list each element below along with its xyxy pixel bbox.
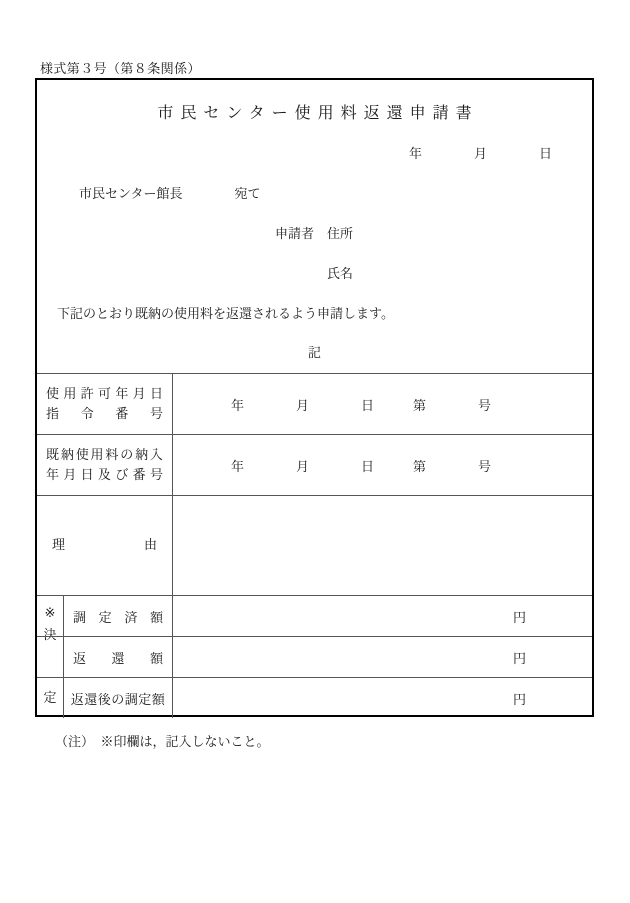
table-row	[37, 595, 592, 642]
row-value-reason[interactable]	[173, 496, 592, 595]
label-char: 用	[63, 385, 77, 401]
label-char: 定	[98, 609, 112, 625]
label-char: 可	[97, 385, 111, 401]
label-char: 月	[63, 467, 77, 482]
label-char: の	[120, 446, 134, 462]
ki-marker: 記	[307, 345, 321, 360]
label-char: 指	[46, 406, 60, 421]
label-char: 額	[149, 609, 163, 625]
label-char: 番	[115, 406, 129, 421]
form-frame	[35, 78, 594, 717]
sublabel-assessed-amount	[64, 596, 173, 636]
label-char: 済	[124, 609, 138, 625]
row-label-payment-date	[37, 435, 173, 495]
row-label-permit-date	[37, 374, 173, 434]
label-char: 許	[80, 385, 94, 401]
decision-mark-cell-last	[37, 678, 64, 718]
decision-mark-cell-spacer	[37, 637, 64, 677]
label-char: 還	[111, 650, 125, 666]
label-char: 年	[115, 385, 129, 401]
label-char: 既	[46, 446, 60, 462]
label-char: 使	[75, 446, 89, 462]
table-row	[37, 495, 592, 595]
row-value-refund-amount[interactable]	[173, 637, 592, 677]
label-char: 納	[60, 446, 74, 462]
sublabel-text: 返還後の調定額	[70, 691, 166, 707]
sublabel-text	[73, 607, 163, 626]
label-char: 月	[132, 385, 146, 401]
label-char: 年	[46, 467, 60, 482]
label-char: 額	[149, 650, 163, 666]
label-char: 日	[80, 467, 94, 482]
label-line-1	[46, 535, 163, 555]
page-title: 市民センター使用料返還申請書	[157, 105, 479, 122]
label-line-1	[46, 384, 163, 404]
label-char: 返	[73, 650, 87, 666]
currency-unit: 円	[512, 650, 526, 666]
decision-mark-char-3: 定	[43, 690, 57, 705]
label-char: 号	[149, 406, 163, 421]
label-char: 号	[149, 467, 163, 482]
label-char: 由	[143, 537, 157, 553]
form-table	[37, 373, 592, 715]
label-char: 用	[90, 446, 104, 462]
label-line-1	[46, 445, 163, 465]
label-char: 料	[105, 446, 119, 462]
decision-mark-char-2: 決	[43, 627, 57, 642]
table-row	[37, 677, 592, 718]
label-char: び	[115, 467, 129, 482]
decision-mark-cell	[37, 596, 64, 642]
applicant-name-label: 氏名	[327, 266, 354, 281]
label-char: 使	[46, 385, 60, 401]
row-value-assessed-amount[interactable]	[173, 596, 592, 636]
label-char: 令	[80, 406, 94, 421]
footer-note: （注） ※印欄は，記入しないこと。	[55, 734, 270, 749]
applicant-address-label: 申請者 住所	[275, 226, 354, 241]
label-char: 日	[149, 385, 163, 401]
label-char: 及	[97, 467, 111, 482]
label-char: 理	[52, 537, 66, 553]
decision-mark-char-1: ※	[44, 605, 56, 620]
sublabel-text	[73, 648, 163, 667]
row-label-reason	[37, 496, 173, 595]
form-header-area	[37, 80, 592, 373]
table-row	[37, 434, 592, 495]
label-line-2	[46, 404, 163, 424]
table-row	[37, 636, 592, 677]
label-char: 番	[132, 467, 146, 482]
row-value-payment-date[interactable]	[173, 435, 592, 495]
date-number-template: 年 月 日 第 号	[231, 458, 492, 474]
table-row	[37, 373, 592, 434]
request-statement: 下記のとおり既納の使用料を返還されるよう申請します。	[57, 306, 394, 321]
date-number-template: 年 月 日 第 号	[231, 397, 492, 413]
currency-unit: 円	[512, 609, 526, 625]
form-number: 様式第３号（第８条関係）	[40, 61, 201, 76]
label-char: 調	[73, 609, 87, 625]
date-line: 年 月 日	[408, 146, 552, 161]
label-char: 納	[135, 446, 149, 462]
sublabel-post-refund-amount	[64, 678, 173, 718]
label-line-2	[46, 465, 163, 485]
sublabel-refund-amount	[64, 637, 173, 677]
row-value-permit-date[interactable]	[173, 374, 592, 434]
addressee-line: 市民センター館長 宛て	[79, 186, 261, 201]
row-value-post-refund-amount[interactable]	[173, 678, 592, 718]
label-char: 入	[149, 446, 163, 462]
currency-unit: 円	[512, 691, 526, 707]
